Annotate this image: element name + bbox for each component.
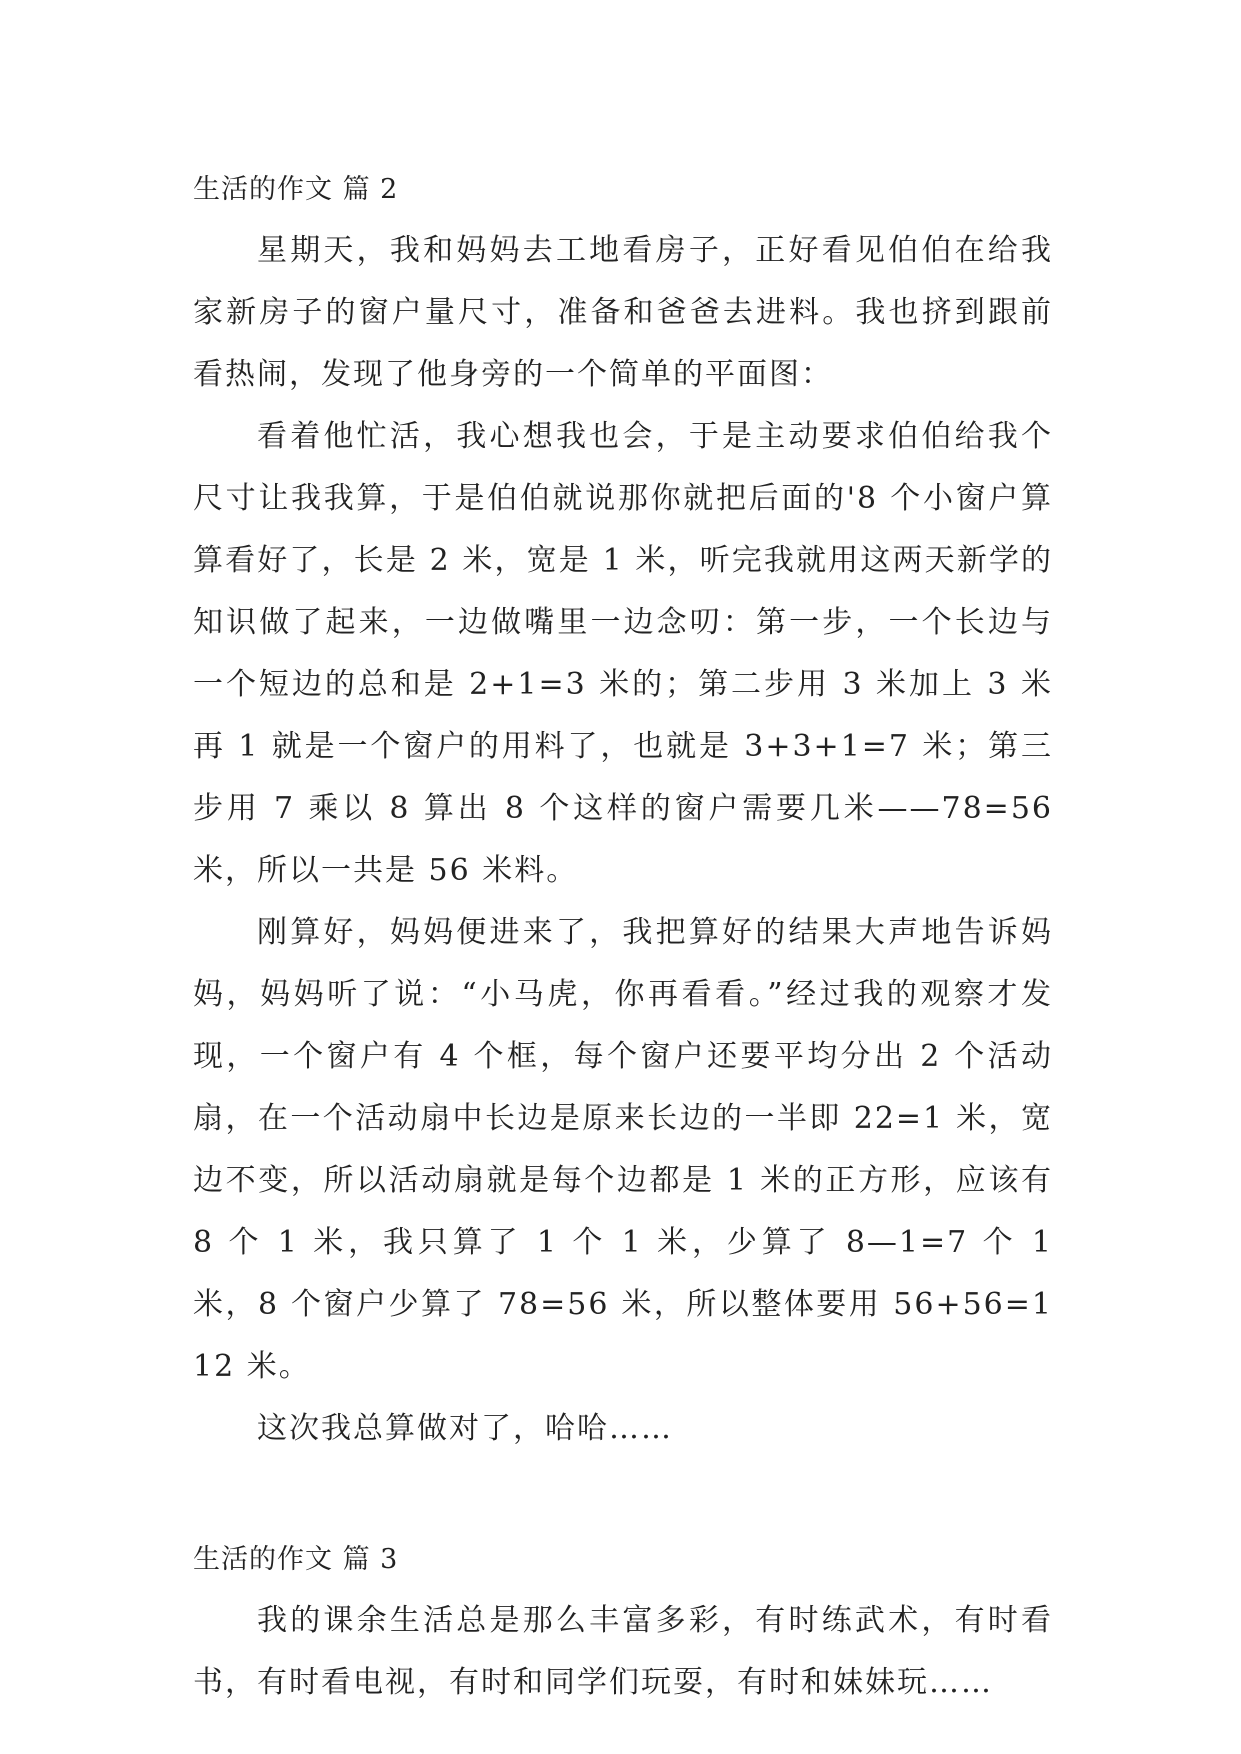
paragraph: 看着他忙活，我心想我也会，于是主动要求伯伯给我个尺寸让我我算，于是伯伯就说那你就把后面的'8 个小窗户算算看好了，长是 2 米，宽是 1 米，听完我就用这两天新学的知识做了起来，一边做嘴里一边念叨：第一步，一个长边与一个短边的总和是 2+1=3 米的；第二步用 3 米加上 3 米再 1 就是一个窗户的用料了，也就是 3+3+1=7 米；第三步用 7 乘以 8 算出 8 个这样的窗户需要几米——78=56 米，所以一共是 56 米料。 <box>193 419 1053 888</box>
paragraph: 这次我总算做对了，哈哈…… <box>257 1411 673 1446</box>
section-heading: 生活的作文 篇 2 <box>193 174 399 205</box>
essay-section-3 <box>193 1530 1053 1714</box>
section-heading: 生活的作文 篇 3 <box>193 1544 399 1575</box>
paragraph: 刚算好，妈妈便进来了，我把算好的结果大声地告诉妈妈，妈妈听了说：“小马虎，你再看看。”经过我的观察才发现，一个窗户有 4 个框，每个窗户还要平均分出 2 个活动扇，在一个活动扇中长边是原来长边的一半即 22=1 米，宽边不变，所以活动扇就是每个边都是 1 米的正方形，应该有 8 个 1 米，我只算了 1 个 1 米，少算了 8—1=7 个 1 米，8 个窗户少算了 78=56 米，所以整体要用 56+56=112 米。 <box>193 915 1053 1384</box>
section-spacer <box>193 1460 1053 1530</box>
essay-section-2 <box>193 160 1053 1460</box>
paragraph: 我的课余生活总是那么丰富多彩，有时练武术，有时看书，有时看电视，有时和同学们玩耍，有时和妹妹玩…… <box>193 1603 1053 1700</box>
document-page <box>193 160 1053 1714</box>
paragraph: 星期天，我和妈妈去工地看房子，正好看见伯伯在给我家新房子的窗户量尺寸，准备和爸爸去进料。我也挤到跟前看热闹，发现了他身旁的一个简单的平面图： <box>193 233 1053 392</box>
